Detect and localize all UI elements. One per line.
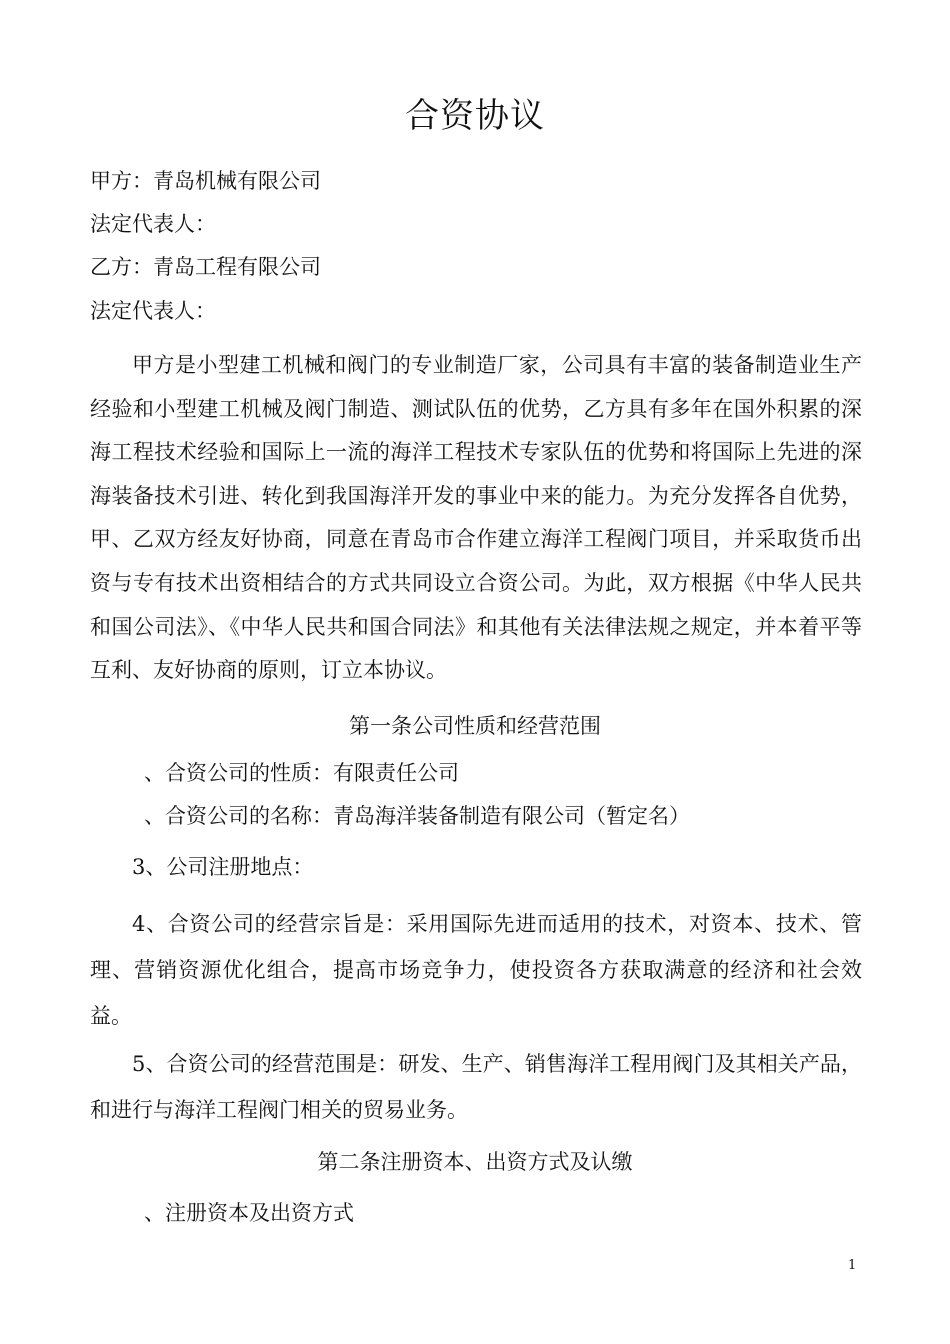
article-2-item-1: 、注册资本及出资方式	[144, 1201, 354, 1225]
page-number: 1	[848, 1258, 857, 1273]
article-1-item-4: 4、合资公司的经营宗旨是：采用国际先进而适用的技术，对资本、技术、管理、营销资源优化组合，提高市场竞争力，使投资各方获取满意的经济和社会效益。	[90, 912, 862, 1028]
party-b-representative: 法定代表人：	[90, 299, 216, 323]
article-1-heading: 第一条公司性质和经营范围	[349, 714, 601, 738]
party-b-line: 乙方：青岛工程有限公司	[90, 255, 321, 279]
preamble-paragraph: 甲方是小型建工机械和阀门的专业制造厂家，公司具有丰富的装备制造业生产经验和小型建工机械及阀门制造、测试队伍的优势，乙方具有多年在国外积累的深海工程技术经验和国际上一流的海洋工程技术专家队伍的优势和将国际上先进的深海装备技术引进、转化到我国海洋开发的事业中来的能力。为充分发挥各自优势，甲、乙双方经友好协商，同意在青岛市合作建立海洋工程阀门项目，并采取货币出资与专有技术出资相结合的方式共同设立合资公司。为此，双方根据《中华人民共和国公司法》、《中华人民共和国合同法》和其他有关法律法规之规定，并本着平等互利、友好协商的原则，订立本协议。	[90, 353, 862, 683]
article-1-item-1: 、合资公司的性质：有限责任公司	[144, 761, 459, 785]
article-1-item-5: 5、合资公司的经营范围是：研发、生产、销售海洋工程用阀门及其相关产品，和进行与海洋工程阀门相关的贸易业务。	[90, 1052, 862, 1122]
article-1-item-3: 3、公司注册地点：	[132, 855, 314, 879]
article-2-heading: 第二条注册资本、出资方式及认缴	[317, 1150, 633, 1174]
party-a-representative: 法定代表人：	[90, 212, 216, 236]
party-a-line: 甲方：青岛机械有限公司	[90, 169, 321, 193]
article-1-item-2: 、合资公司的名称：青岛海洋装备制造有限公司（暂定名）	[144, 804, 690, 828]
document-title: 合资协议	[405, 96, 545, 136]
